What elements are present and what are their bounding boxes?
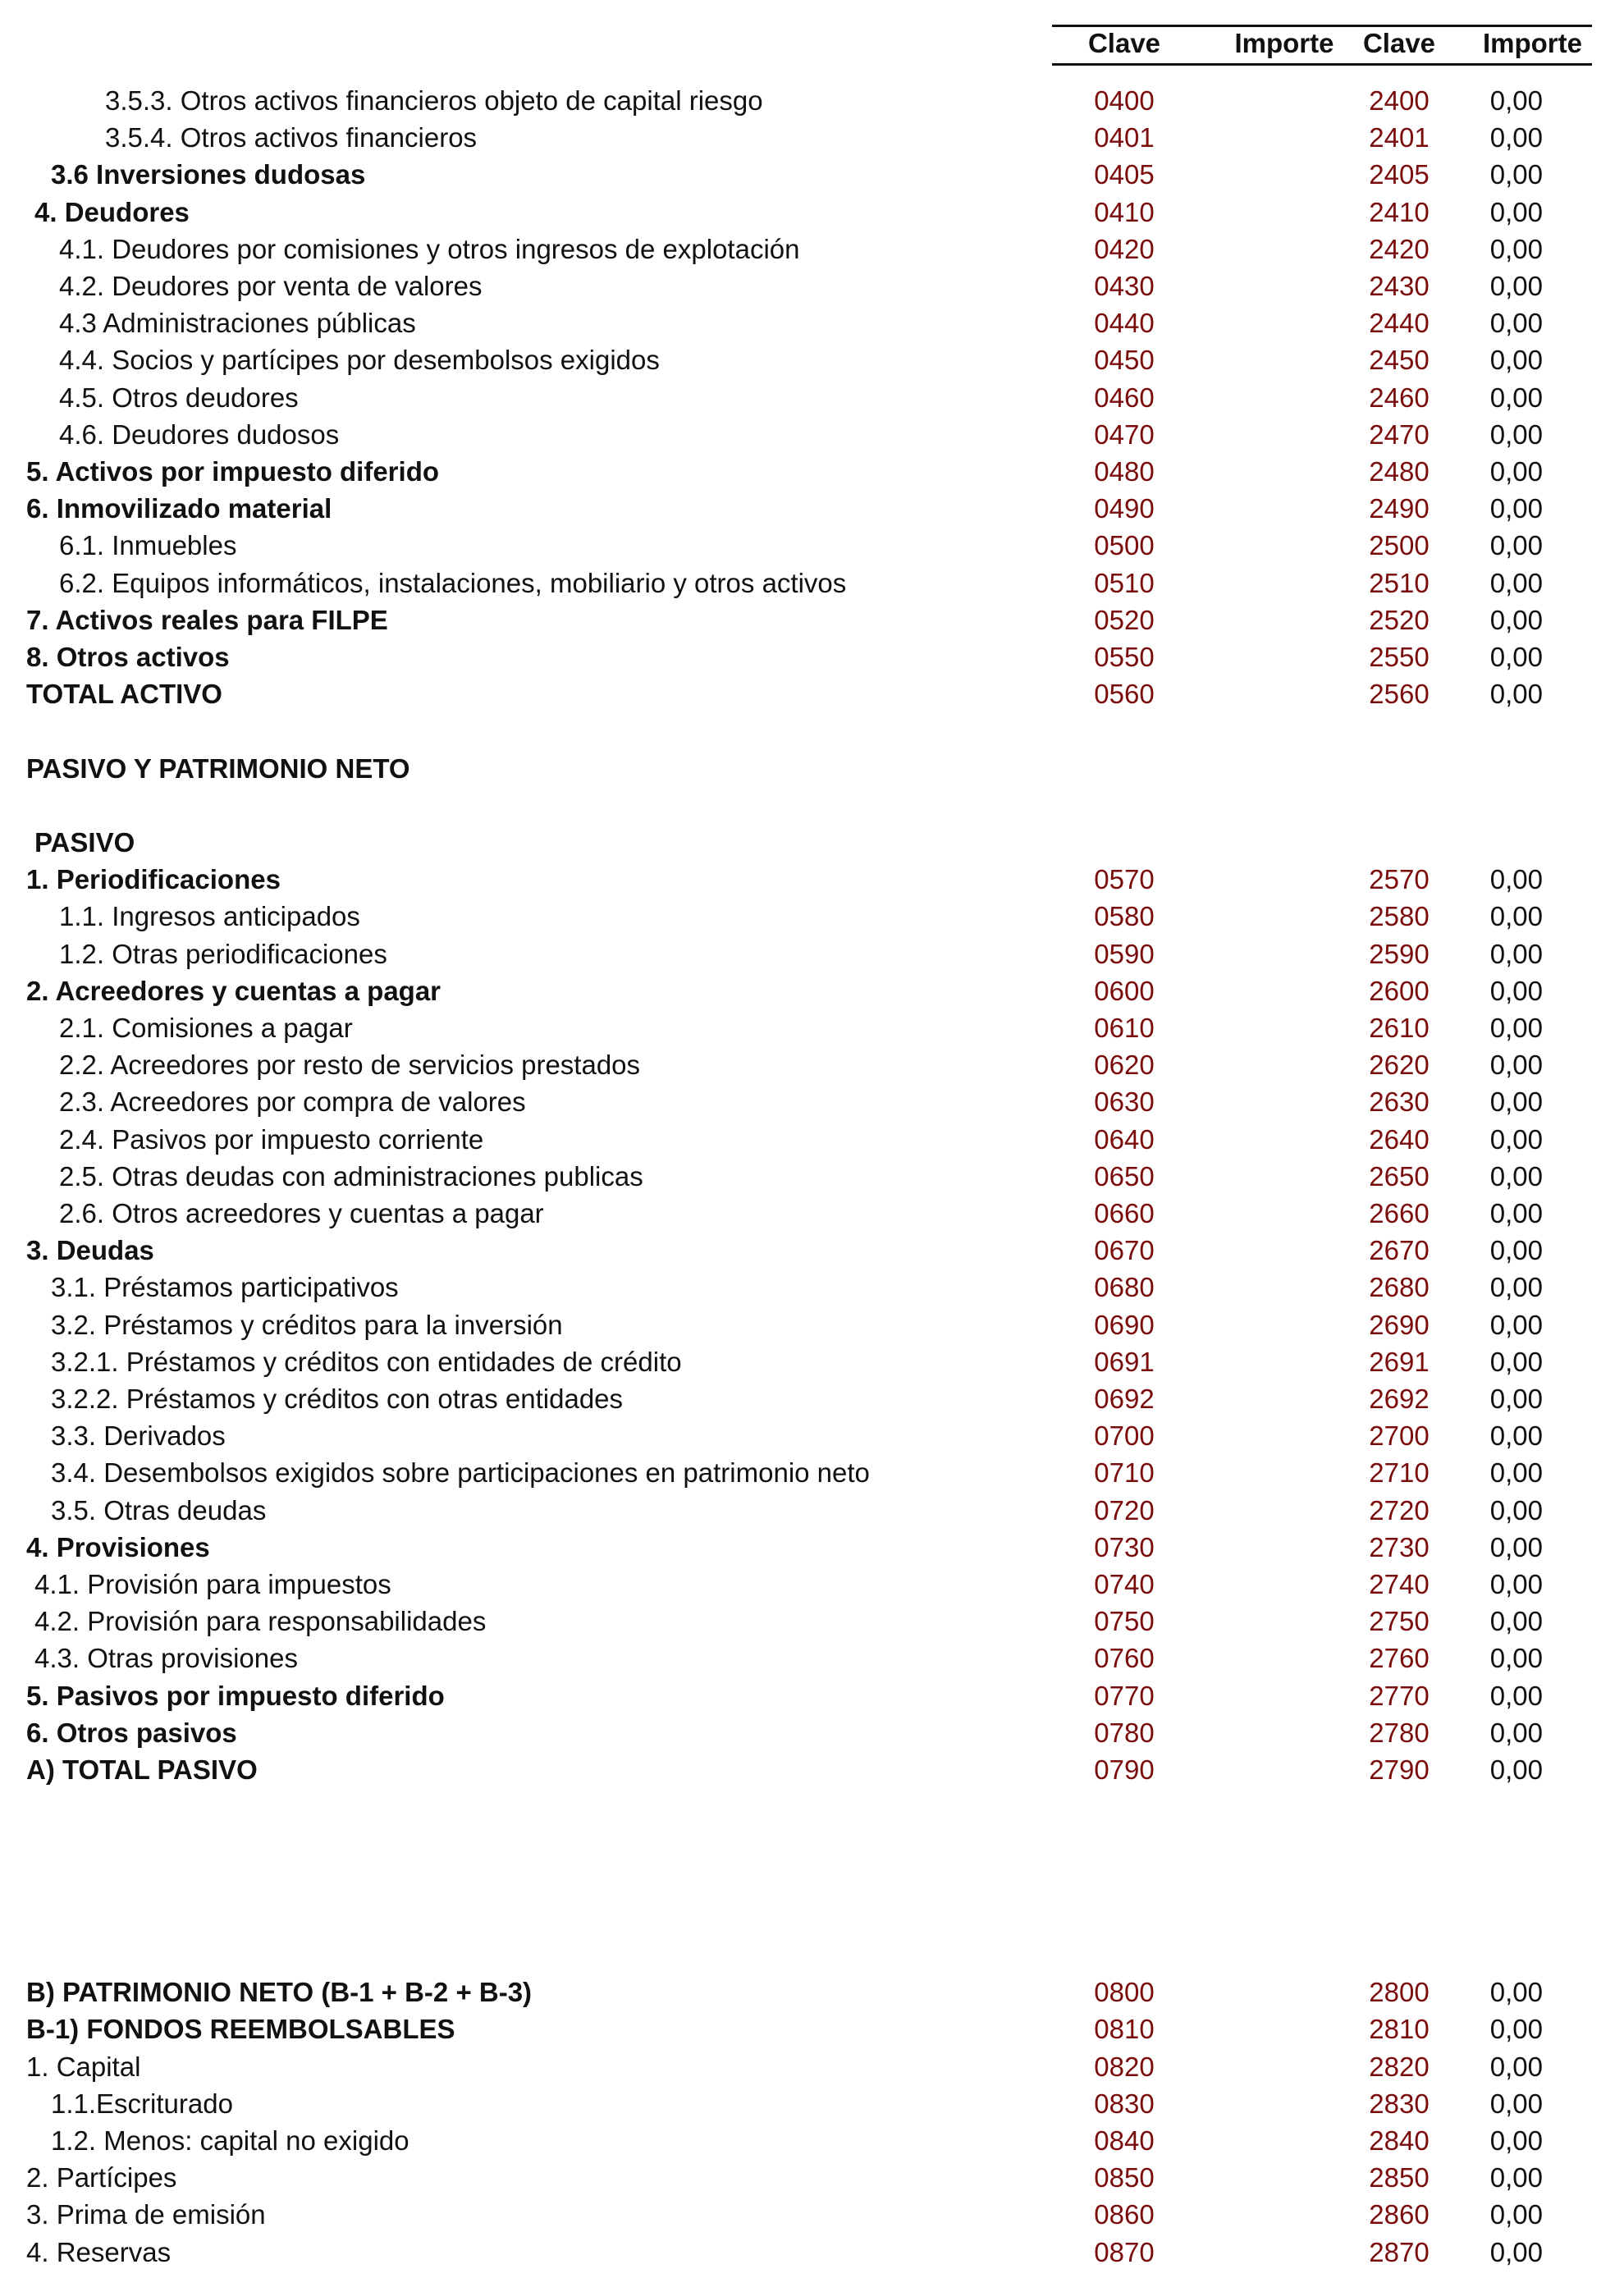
table-row [0, 2122, 1624, 2159]
row-clave-2: 2800 [1369, 1977, 1430, 2008]
header-top-rule [1052, 25, 1592, 27]
table-row [0, 898, 1624, 935]
table-row [0, 82, 1624, 119]
row-label: 2.6. Otros acreedores y cuentas a pagar [59, 1198, 544, 1228]
row-importe: 0,00 [1489, 1123, 1543, 1155]
row-clave-1: 0570 [1094, 864, 1155, 895]
row-clave-2: 2650 [1369, 1160, 1430, 1192]
row-label: 4. Provisiones [26, 1531, 210, 1562]
row-clave-1: 0720 [1094, 1494, 1155, 1526]
row-clave-1: 0810 [1094, 2014, 1155, 2045]
row-clave-2: 2570 [1369, 864, 1430, 895]
table-row [0, 1825, 1624, 1862]
row-clave-2: 2760 [1369, 1643, 1430, 1674]
row-clave-2: 2691 [1369, 1346, 1430, 1377]
table-row [0, 490, 1624, 527]
row-label: 3. Deudas [26, 1235, 154, 1266]
row-clave-1: 0790 [1094, 1754, 1155, 1785]
row-clave-2: 2840 [1369, 2125, 1430, 2156]
table-row [0, 1751, 1624, 1788]
table-row [0, 1714, 1624, 1751]
row-clave-2: 2410 [1369, 196, 1430, 227]
table-row [0, 453, 1624, 490]
table-row [0, 1195, 1624, 1232]
row-label: 3. Prima de emisión [26, 2199, 266, 2230]
row-importe: 0,00 [1489, 975, 1543, 1006]
row-label: 4.4. Socios y partícipes por desembolsos exigidos [59, 345, 660, 376]
row-clave-2: 2400 [1369, 85, 1430, 116]
row-label: TOTAL ACTIVO [26, 679, 222, 710]
row-importe: 0,00 [1489, 122, 1543, 153]
row-label: 3.5.3. Otros activos financieros objeto de capital riesgo [105, 85, 763, 116]
row-clave-1: 0520 [1094, 604, 1155, 635]
row-importe: 0,00 [1489, 1717, 1543, 1748]
table-row [0, 416, 1624, 453]
row-clave-2: 2710 [1369, 1457, 1430, 1489]
table-row [0, 268, 1624, 304]
row-importe: 0,00 [1489, 196, 1543, 227]
row-clave-2: 2405 [1369, 159, 1430, 190]
row-clave-2: 2740 [1369, 1569, 1430, 1599]
row-clave-1: 0692 [1094, 1384, 1155, 1414]
row-clave-2: 2520 [1369, 604, 1430, 635]
row-importe: 0,00 [1489, 1160, 1543, 1192]
table-row [0, 675, 1624, 712]
row-label: 6.1. Inmuebles [59, 530, 237, 561]
table-row [0, 1529, 1624, 1566]
row-importe: 0,00 [1489, 1457, 1543, 1489]
table-row [0, 527, 1624, 564]
table-row [0, 638, 1624, 675]
row-clave-2: 2470 [1369, 419, 1430, 450]
row-importe: 0,00 [1489, 864, 1543, 895]
row-clave-2: 2770 [1369, 1680, 1430, 1711]
row-clave-1: 0690 [1094, 1309, 1155, 1340]
table-row [0, 194, 1624, 231]
row-label: 3.2. Préstamos y créditos para la inversión [51, 1309, 563, 1340]
row-label: 2.5. Otras deudas con administraciones publicas [59, 1160, 643, 1192]
row-clave-1: 0670 [1094, 1235, 1155, 1266]
row-clave-2: 2700 [1369, 1420, 1430, 1452]
row-clave-2: 2500 [1369, 530, 1430, 561]
table-row [0, 379, 1624, 416]
row-label: 3.2.2. Préstamos y créditos con otras entidades [51, 1384, 624, 1414]
row-clave-2: 2850 [1369, 2162, 1430, 2193]
row-clave-2: 2630 [1369, 1086, 1430, 1118]
table-row [0, 119, 1624, 156]
row-clave-1: 0680 [1094, 1272, 1155, 1303]
row-clave-1: 0691 [1094, 1346, 1155, 1377]
row-importe: 0,00 [1489, 1643, 1543, 1674]
table-row [0, 231, 1624, 268]
row-importe: 0,00 [1489, 419, 1543, 450]
row-clave-1: 0580 [1094, 901, 1155, 932]
row-clave-2: 2860 [1369, 2199, 1430, 2230]
row-label: 1.2. Otras periodificaciones [59, 938, 387, 969]
row-clave-1: 0760 [1094, 1643, 1155, 1674]
header-bottom-rule [1052, 63, 1592, 66]
row-label: 2. Partícipes [26, 2162, 177, 2193]
row-importe: 0,00 [1489, 1272, 1543, 1303]
table-row [0, 304, 1624, 341]
row-importe: 0,00 [1489, 493, 1543, 524]
row-clave-1: 0440 [1094, 308, 1155, 339]
table-row [0, 2196, 1624, 2233]
row-importe: 0,00 [1489, 2162, 1543, 2193]
row-importe: 0,00 [1489, 530, 1543, 561]
table-row [0, 935, 1624, 972]
row-label: 3.5.4. Otros activos financieros [105, 122, 478, 153]
row-clave-1: 0850 [1094, 2162, 1155, 2193]
row-label: 4.5. Otros deudores [59, 382, 299, 413]
row-importe: 0,00 [1489, 271, 1543, 301]
row-clave-1: 0840 [1094, 2125, 1155, 2156]
row-clave-1: 0470 [1094, 419, 1155, 450]
row-clave-1: 0401 [1094, 122, 1155, 153]
row-clave-1: 0490 [1094, 493, 1155, 524]
row-clave-2: 2660 [1369, 1198, 1430, 1228]
row-importe: 0,00 [1489, 1050, 1543, 1081]
row-importe: 0,00 [1489, 2199, 1543, 2230]
row-importe: 0,00 [1489, 567, 1543, 598]
table-row [0, 712, 1624, 749]
row-clave-1: 0780 [1094, 1717, 1155, 1748]
row-clave-2: 2490 [1369, 493, 1430, 524]
row-label: 8. Otros activos [26, 642, 230, 672]
row-label: 1.1.Escriturado [51, 2088, 233, 2119]
row-importe: 0,00 [1489, 679, 1543, 710]
header-importe-1: Importe [1234, 28, 1334, 58]
table-row [0, 1788, 1624, 1825]
row-clave-1: 0430 [1094, 271, 1155, 301]
row-clave-2: 2870 [1369, 2236, 1430, 2267]
table-row [0, 2010, 1624, 2047]
row-importe: 0,00 [1489, 2051, 1543, 2082]
row-importe: 0,00 [1489, 1086, 1543, 1118]
row-clave-2: 2692 [1369, 1384, 1430, 1414]
row-clave-2: 2550 [1369, 642, 1430, 672]
table-row [0, 1417, 1624, 1454]
table-row [0, 2159, 1624, 2196]
row-label: 1. Capital [26, 2051, 141, 2082]
row-clave-1: 0420 [1094, 233, 1155, 264]
row-label: 3.1. Préstamos participativos [51, 1272, 399, 1303]
row-clave-2: 2600 [1369, 975, 1430, 1006]
row-clave-1: 0480 [1094, 456, 1155, 487]
row-label: 3.2.1. Préstamos y créditos con entidades de crédito [51, 1346, 682, 1377]
row-clave-2: 2790 [1369, 1754, 1430, 1785]
row-clave-1: 0450 [1094, 345, 1155, 376]
table-row [0, 156, 1624, 193]
row-clave-2: 2460 [1369, 382, 1430, 413]
row-clave-1: 0550 [1094, 642, 1155, 672]
table-row [0, 2085, 1624, 2122]
row-label: 2.1. Comisiones a pagar [59, 1013, 353, 1043]
row-label: 6. Inmovilizado material [26, 493, 332, 524]
row-label: 3.3. Derivados [51, 1420, 226, 1452]
row-clave-2: 2750 [1369, 1606, 1430, 1637]
row-clave-1: 0405 [1094, 159, 1155, 190]
row-label: 2.2. Acreedores por resto de servicios prestados [59, 1050, 641, 1081]
table-row [0, 565, 1624, 602]
row-importe: 0,00 [1489, 308, 1543, 339]
table-row [0, 1974, 1624, 2010]
row-clave-1: 0610 [1094, 1013, 1155, 1043]
row-importe: 0,00 [1489, 604, 1543, 635]
table-row [0, 1677, 1624, 1714]
row-importe: 0,00 [1489, 233, 1543, 264]
row-importe: 0,00 [1489, 938, 1543, 969]
row-clave-1: 0730 [1094, 1531, 1155, 1562]
row-label: 4.2. Provisión para responsabilidades [34, 1606, 487, 1637]
row-clave-1: 0820 [1094, 2051, 1155, 2082]
row-importe: 0,00 [1489, 1569, 1543, 1599]
table-row [0, 861, 1624, 898]
row-label: 4.3 Administraciones públicas [59, 308, 416, 339]
row-clave-1: 0800 [1094, 1977, 1155, 2008]
row-label: 2. Acreedores y cuentas a pagar [26, 975, 441, 1006]
row-importe: 0,00 [1489, 345, 1543, 376]
row-clave-1: 0510 [1094, 567, 1155, 598]
row-clave-2: 2640 [1369, 1123, 1430, 1155]
row-clave-1: 0640 [1094, 1123, 1155, 1155]
table-row [0, 824, 1624, 861]
row-clave-1: 0710 [1094, 1457, 1155, 1489]
row-importe: 0,00 [1489, 456, 1543, 487]
row-label: 4. Reservas [26, 2236, 172, 2267]
row-label: 3.4. Desembolsos exigidos sobre participaciones en patrimonio neto [51, 1457, 870, 1489]
table-row [0, 1937, 1624, 1974]
row-label: 3.5. Otras deudas [51, 1494, 267, 1526]
row-clave-2: 2430 [1369, 271, 1430, 301]
table-row [0, 1454, 1624, 1491]
table-row [0, 1566, 1624, 1603]
header-clave-1: Clave [1087, 28, 1161, 58]
row-clave-1: 0460 [1094, 382, 1155, 413]
table-row [0, 787, 1624, 824]
row-clave-1: 0410 [1094, 196, 1155, 227]
row-clave-2: 2580 [1369, 901, 1430, 932]
row-importe: 0,00 [1489, 1977, 1543, 2008]
row-label: 5. Pasivos por impuesto diferido [26, 1680, 445, 1711]
table-row [0, 1232, 1624, 1269]
row-label: B-1) FONDOS REEMBOLSABLES [26, 2014, 455, 2045]
row-clave-2: 2780 [1369, 1717, 1430, 1748]
table-row [0, 1269, 1624, 1306]
table-row [0, 750, 1624, 787]
table-row [0, 1121, 1624, 1158]
row-clave-2: 2820 [1369, 2051, 1430, 2082]
table-row [0, 1900, 1624, 1937]
row-clave-2: 2560 [1369, 679, 1430, 710]
table-row [0, 1492, 1624, 1529]
row-clave-2: 2590 [1369, 938, 1430, 969]
row-clave-2: 2620 [1369, 1050, 1430, 1081]
row-importe: 0,00 [1489, 1754, 1543, 1785]
row-importe: 0,00 [1489, 85, 1543, 116]
row-label: 2.4. Pasivos por impuesto corriente [59, 1123, 484, 1155]
row-clave-1: 0500 [1094, 530, 1155, 561]
row-clave-1: 0860 [1094, 2199, 1155, 2230]
row-importe: 0,00 [1489, 1680, 1543, 1711]
row-importe: 0,00 [1489, 1384, 1543, 1414]
row-clave-1: 0830 [1094, 2088, 1155, 2119]
table-row [0, 972, 1624, 1009]
row-label: 3.6 Inversiones dudosas [51, 159, 366, 190]
row-label: 6.2. Equipos informáticos, instalaciones, mobiliario y otros activos [59, 567, 847, 598]
row-label: 1.2. Menos: capital no exigido [51, 2125, 409, 2156]
row-importe: 0,00 [1489, 1531, 1543, 1562]
row-label: A) TOTAL PASIVO [26, 1754, 258, 1785]
table-row [0, 1083, 1624, 1120]
row-importe: 0,00 [1489, 642, 1543, 672]
row-label: 5. Activos por impuesto diferido [26, 456, 440, 487]
row-importe: 0,00 [1489, 382, 1543, 413]
row-label: 1.1. Ingresos anticipados [59, 901, 360, 932]
row-clave-1: 0650 [1094, 1160, 1155, 1192]
row-clave-2: 2810 [1369, 2014, 1430, 2045]
row-importe: 0,00 [1489, 1309, 1543, 1340]
row-label: 7. Activos reales para FILPE [26, 604, 388, 635]
row-clave-1: 0750 [1094, 1606, 1155, 1637]
row-clave-1: 0700 [1094, 1420, 1155, 1452]
row-label: 4.6. Deudores dudosos [59, 419, 340, 450]
table-row [0, 602, 1624, 638]
row-importe: 0,00 [1489, 1235, 1543, 1266]
row-clave-2: 2510 [1369, 567, 1430, 598]
row-importe: 0,00 [1489, 1606, 1543, 1637]
row-label: PASIVO Y PATRIMONIO NETO [26, 752, 410, 784]
header-importe-2: Importe [1482, 28, 1582, 58]
row-label: 4.1. Provisión para impuestos [34, 1569, 391, 1599]
row-clave-2: 2440 [1369, 308, 1430, 339]
row-clave-1: 0600 [1094, 975, 1155, 1006]
row-importe: 0,00 [1489, 1346, 1543, 1377]
row-importe: 0,00 [1489, 901, 1543, 932]
row-clave-2: 2720 [1369, 1494, 1430, 1526]
row-clave-2: 2420 [1369, 233, 1430, 264]
row-importe: 0,00 [1489, 1198, 1543, 1228]
row-label: 2.3. Acreedores por compra de valores [59, 1086, 526, 1118]
table-row [0, 2234, 1624, 2271]
table-row [0, 1343, 1624, 1380]
row-clave-1: 0660 [1094, 1198, 1155, 1228]
table-row [0, 2048, 1624, 2085]
row-clave-1: 0870 [1094, 2236, 1155, 2267]
row-label: 4.3. Otras provisiones [34, 1643, 298, 1674]
row-clave-1: 0630 [1094, 1086, 1155, 1118]
table-row [0, 1380, 1624, 1417]
row-clave-2: 2830 [1369, 2088, 1430, 2119]
table-row [0, 1603, 1624, 1640]
row-clave-1: 0770 [1094, 1680, 1155, 1711]
row-importe: 0,00 [1489, 1013, 1543, 1043]
row-label: 4.1. Deudores por comisiones y otros ingresos de explotación [59, 233, 800, 264]
row-clave-1: 0400 [1094, 85, 1155, 116]
row-clave-1: 0620 [1094, 1050, 1155, 1081]
row-clave-2: 2610 [1369, 1013, 1430, 1043]
row-importe: 0,00 [1489, 2236, 1543, 2267]
row-label: 6. Otros pasivos [26, 1717, 237, 1748]
row-clave-2: 2670 [1369, 1235, 1430, 1266]
row-label: 4. Deudores [34, 196, 190, 227]
row-clave-2: 2690 [1369, 1309, 1430, 1340]
row-label: B) PATRIMONIO NETO (B-1 + B-2 + B-3) [26, 1977, 533, 2008]
table-row [0, 1863, 1624, 1900]
table-row [0, 1009, 1624, 1046]
row-label: 4.2. Deudores por venta de valores [59, 271, 483, 301]
row-importe: 0,00 [1489, 159, 1543, 190]
table-row [0, 1306, 1624, 1343]
row-label: PASIVO [34, 827, 135, 858]
row-importe: 0,00 [1489, 2088, 1543, 2119]
row-importe: 0,00 [1489, 1420, 1543, 1452]
row-clave-1: 0740 [1094, 1569, 1155, 1599]
table-row [0, 1640, 1624, 1676]
row-importe: 0,00 [1489, 2125, 1543, 2156]
row-clave-1: 0560 [1094, 679, 1155, 710]
table-row [0, 341, 1624, 378]
row-clave-2: 2401 [1369, 122, 1430, 153]
row-clave-2: 2680 [1369, 1272, 1430, 1303]
row-clave-2: 2450 [1369, 345, 1430, 376]
row-clave-2: 2480 [1369, 456, 1430, 487]
table-row [0, 1158, 1624, 1195]
header-clave-2: Clave [1362, 28, 1436, 58]
row-clave-1: 0590 [1094, 938, 1155, 969]
row-importe: 0,00 [1489, 1494, 1543, 1526]
table-row [0, 1046, 1624, 1083]
row-label: 1. Periodificaciones [26, 864, 281, 895]
row-clave-2: 2730 [1369, 1531, 1430, 1562]
row-importe: 0,00 [1489, 2014, 1543, 2045]
